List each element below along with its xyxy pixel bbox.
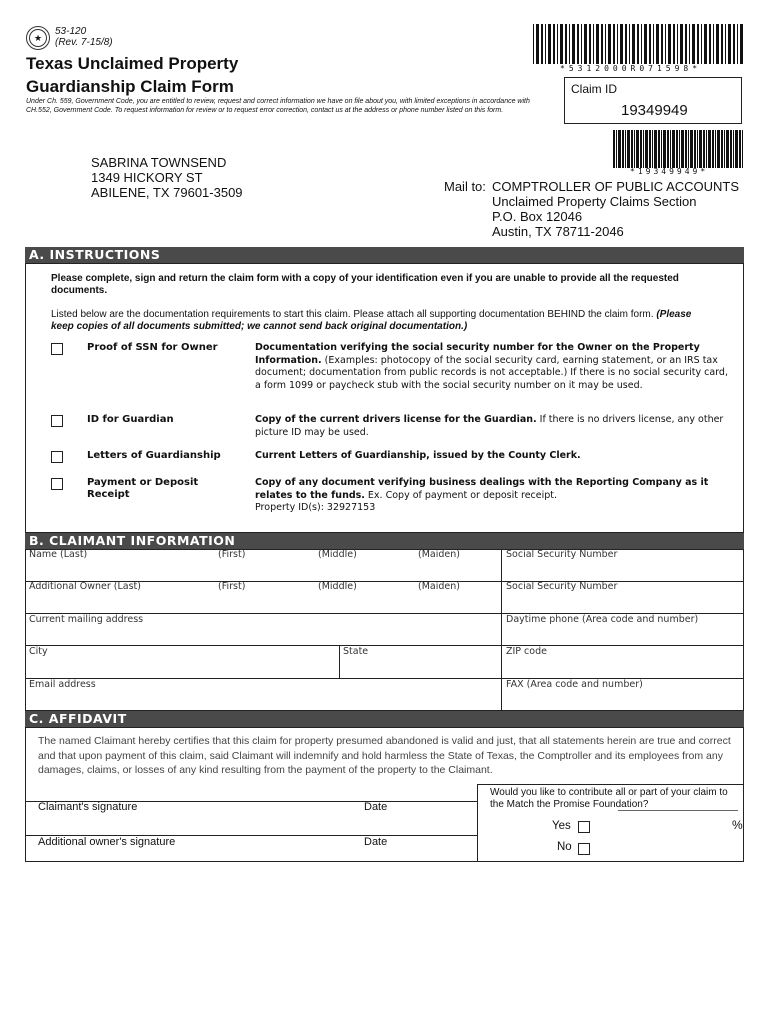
claimant-date-label: Date: [364, 801, 388, 813]
add-owner-first-label: (First): [218, 581, 246, 592]
req-desc-ssn: [255, 342, 730, 392]
email-label: Email address: [29, 679, 96, 690]
req-desc-payment-text: Ex. Copy of payment or deposit receipt.: [364, 489, 558, 501]
req-label-letters: Letters of Guardianship: [87, 450, 221, 461]
claim-id-box: [564, 77, 742, 124]
listed-emphasis: (Please keep copies of all documents submitted; we cannot send back original documentation.): [51, 309, 692, 332]
contribute-question: Would you like to contribute all or part of your claim to the Match the Promise Foundation?: [490, 787, 728, 810]
claimant-address: [91, 155, 243, 200]
mail-to-line-2: Unclaimed Property Claims Section: [492, 194, 697, 209]
zip-label: ZIP code: [506, 646, 547, 657]
section-c-header: C. AFFIDAVIT: [25, 711, 744, 727]
owner-ssn-field[interactable]: [501, 549, 744, 581]
form-barcode-text: *5312000R071598*: [560, 64, 702, 73]
daytime-phone-field[interactable]: [501, 613, 744, 645]
mailing-address-label: Current mailing address: [29, 614, 144, 625]
instructions-intro: Please complete, sign and return the claim form with a copy of your identification even if you are unable to provide all the requested documents.: [51, 273, 679, 296]
req-desc-id-text: If there is no drivers license, any other picture ID may be used.: [255, 414, 724, 438]
contribute-yes-checkbox[interactable]: [578, 821, 590, 833]
claimant-signature-field[interactable]: [26, 815, 476, 835]
no-label: No: [557, 841, 572, 853]
claim-barcode: [613, 130, 743, 168]
daytime-phone-label: Daytime phone (Area code and number): [506, 614, 699, 625]
title-line-2: Guardianship Claim Form: [26, 77, 234, 96]
add-owner-middle-label: (Middle): [318, 581, 357, 592]
claim-barcode-text: *19349949*: [630, 167, 709, 176]
req-desc-ssn-bold: Documentation verifying the social security number for the Owner on the Property Information.: [255, 342, 700, 366]
mail-to-label: Mail to:: [444, 179, 486, 194]
contribute-no-checkbox[interactable]: [578, 843, 590, 855]
name-first-label: (First): [218, 549, 246, 560]
address-line-1: SABRINA TOWNSEND: [91, 155, 227, 170]
req-label-ssn: Proof of SSN for Owner: [87, 342, 218, 353]
title-line-1: Texas Unclaimed Property: [26, 54, 239, 73]
additional-signature-label: Additional owner's signature: [38, 836, 176, 848]
contribution-divider: [477, 784, 478, 862]
form-barcode: [533, 24, 743, 64]
state-label: State: [343, 646, 369, 657]
city-label: City: [29, 646, 48, 657]
ssn-label: Social Security Number: [506, 549, 618, 560]
additional-signature-field[interactable]: [26, 849, 476, 861]
name-maiden-label: (Maiden): [418, 549, 460, 560]
affidavit-text: The named Claimant hereby certifies that this claim for property presumed abandoned is valid and just, that all statements herein are true and correct and that upon payment of this claim, said Claimant will indemnify and hold harmless the State of Texas, the Comptroller and its employees from any damages, claims, or losses of any kind resulting from the payment of the property to the Claimant.: [38, 735, 731, 776]
req-desc-payment-bold: Copy of any document verifying business dealings with the Reporting Company as it relates to the funds.: [255, 477, 709, 501]
fax-field[interactable]: [501, 678, 744, 711]
texas-seal-icon: ★: [26, 26, 50, 50]
percent-sign: %: [732, 818, 743, 832]
contribute-percent-input[interactable]: [618, 815, 730, 831]
zip-field[interactable]: [501, 645, 744, 678]
req-desc-letters-bold: Current Letters of Guardianship, issued by the County Clerk.: [255, 450, 581, 461]
form-title: [26, 52, 238, 98]
add-ssn-label: Social Security Number: [506, 581, 618, 592]
instructions-listed: [51, 309, 711, 333]
add-owner-last-label: Additional Owner (Last): [29, 581, 141, 592]
address-line-2: 1349 HICKORY ST: [91, 170, 203, 185]
mail-to-line-1: COMPTROLLER OF PUBLIC ACCOUNTS: [492, 179, 740, 194]
req-desc-payment: [255, 477, 730, 515]
city-field[interactable]: [25, 645, 339, 678]
req-desc-id: [255, 414, 730, 439]
form-number-block: [55, 26, 113, 48]
email-field[interactable]: [25, 678, 501, 711]
req-desc-ssn-text: (Examples: photocopy of the social security card, earning statement, or an IRS tax document; documentation from public records is not acceptable.) If there is no social security card, a form 1099 or paycheck stub with the social security number on it may be used.: [255, 354, 728, 391]
name-middle-label: (Middle): [318, 549, 357, 560]
contribution-top-line: [477, 784, 744, 785]
req-desc-letters: [255, 450, 730, 463]
state-field[interactable]: [339, 645, 501, 678]
address-line-3: ABILENE, TX 79601-3509: [91, 185, 243, 200]
percent-input-line: [618, 810, 738, 811]
additional-date-label: Date: [364, 836, 388, 848]
section-b-header: B. CLAIMANT INFORMATION: [25, 533, 744, 549]
payment-receipt-checkbox[interactable]: [51, 478, 63, 490]
fax-label: FAX (Area code and number): [506, 679, 643, 690]
claim-id-value: 19349949: [621, 102, 688, 119]
letters-guardianship-checkbox[interactable]: [51, 451, 63, 463]
listed-text: Listed below are the documentation requirements to start this claim. Please attach all supporting documentation BEHIND the claim form.: [51, 309, 654, 320]
mail-to-line-3: P.O. Box 12046: [492, 209, 583, 224]
ssn-proof-checkbox[interactable]: [51, 343, 63, 355]
add-owner-maiden-label: (Maiden): [418, 581, 460, 592]
guardian-id-checkbox[interactable]: [51, 415, 63, 427]
property-ids: Property ID(s): 32927153: [255, 502, 376, 513]
claimant-signature-label: Claimant's signature: [38, 801, 138, 813]
name-last-label: Name (Last): [29, 549, 88, 560]
form-number: 53-120: [55, 26, 87, 37]
section-a-header: A. INSTRUCTIONS: [25, 247, 744, 263]
owner-name-field[interactable]: [25, 549, 501, 581]
claim-id-label: Claim ID: [571, 82, 618, 96]
req-label-payment: Payment or Deposit Receipt: [87, 477, 199, 500]
additional-owner-ssn-field[interactable]: [501, 581, 744, 613]
mail-to-address: [492, 179, 739, 239]
req-desc-id-bold: Copy of the current drivers license for the Guardian.: [255, 414, 537, 425]
additional-owner-name-field[interactable]: [25, 581, 501, 613]
yes-label: Yes: [552, 820, 571, 832]
form-revision: (Rev. 7-15/8): [55, 37, 113, 48]
mail-to-line-4: Austin, TX 78711-2046: [492, 224, 624, 239]
mailing-address-field[interactable]: [25, 613, 501, 645]
req-label-id: ID for Guardian: [87, 414, 174, 425]
privacy-notice: Under Ch. 559, Government Code, you are entitled to review, request and correct information we have on file about you, with limited exceptions in accordance with CH.552, Government Code. To request information for review or to request error correction, contact us at the address or phone number listed on this form.: [26, 98, 530, 114]
